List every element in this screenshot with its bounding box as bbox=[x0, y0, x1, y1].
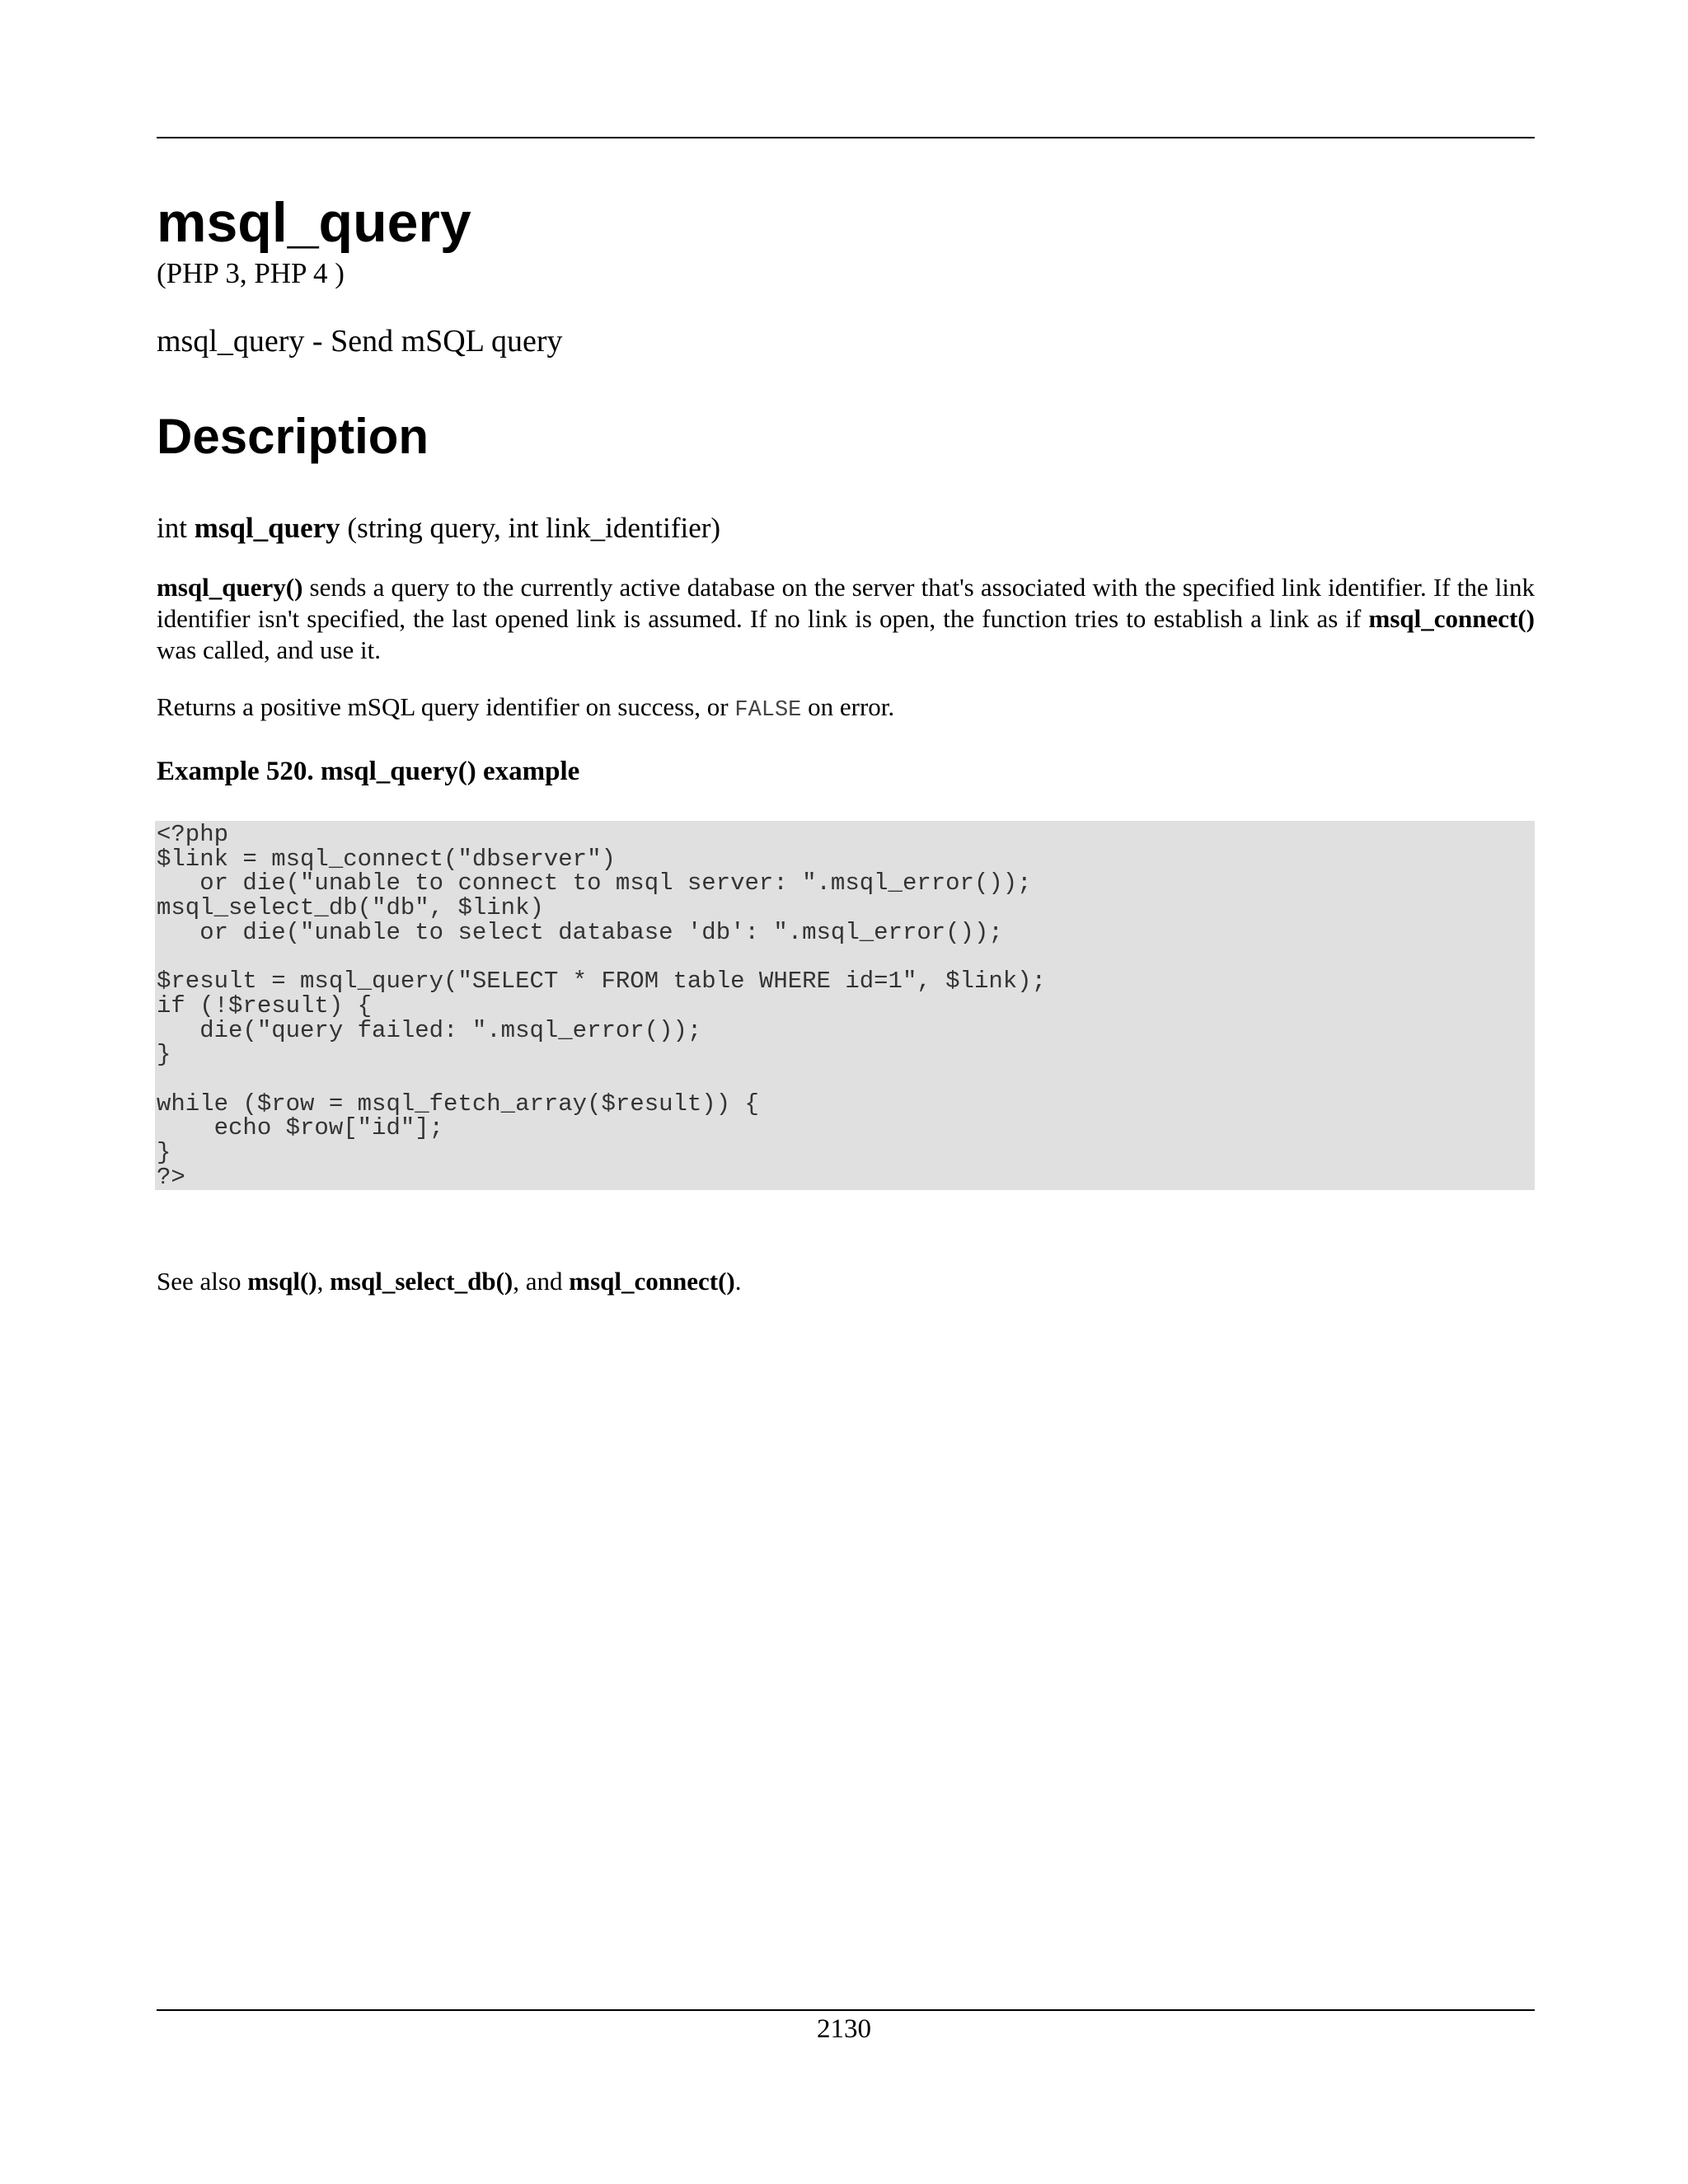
paragraph-text: sends a query to the currently active database on the server that's associated with the specified link identifier. If the link identifier isn't specified, the last opened link is assumed. If no link is open, the function tries to establish a link as if bbox=[157, 573, 1535, 633]
paragraph-text-end: was called, and use it. bbox=[157, 635, 382, 664]
return-value-paragraph bbox=[157, 691, 894, 727]
see-also-suffix: . bbox=[734, 1267, 742, 1296]
top-divider bbox=[157, 137, 1535, 138]
return-text-end: on error. bbox=[801, 692, 895, 721]
see-also-link-msql-connect[interactable]: msql_connect() bbox=[569, 1267, 735, 1296]
description-heading: Description bbox=[157, 409, 429, 464]
page-title: msql_query bbox=[157, 191, 471, 254]
see-also-separator: , bbox=[316, 1267, 331, 1296]
function-ref-connect: msql_connect() bbox=[1368, 604, 1535, 633]
refname-purpose: msql_query - Send mSQL query bbox=[157, 324, 563, 359]
synopsis-params: (string query, int link_identifier) bbox=[340, 512, 721, 544]
page-number: 2130 bbox=[817, 2014, 871, 2044]
see-also-link-msql[interactable]: msql() bbox=[247, 1267, 317, 1296]
code-example-block bbox=[155, 821, 1535, 1190]
example-title: Example 520. msql_query() example bbox=[157, 757, 580, 786]
see-also-prefix: See also bbox=[157, 1267, 248, 1296]
version-info: (PHP 3, PHP 4 ) bbox=[157, 257, 345, 289]
synopsis-return-type: int bbox=[157, 512, 195, 544]
see-also-paragraph bbox=[157, 1264, 742, 1299]
see-also-separator-and: , and bbox=[513, 1267, 570, 1296]
synopsis-function-name: msql_query bbox=[194, 512, 340, 544]
false-constant: FALSE bbox=[734, 698, 802, 723]
return-text: Returns a positive mSQL query identifier on success, or bbox=[157, 692, 735, 721]
see-also-link-msql-select-db[interactable]: msql_select_db() bbox=[330, 1267, 513, 1296]
code-listing: <?php $link = msql_connect("dbserver") or die("unable to connect to msql server: ".msql_error()); msql_select_db("db", $link) or die("unable to select database 'db': ".msql_error()); $result = msql_query("SELECT * FROM table WHERE id=1", $link); if (!$result) { die("query failed: ".msql_error()); } while ($row = msql_fetch_array($result)) { echo $row["id"]; } ?> bbox=[157, 821, 1046, 1191]
description-paragraph bbox=[157, 572, 1535, 666]
function-ref: msql_query() bbox=[157, 573, 303, 602]
function-synopsis bbox=[157, 509, 720, 547]
